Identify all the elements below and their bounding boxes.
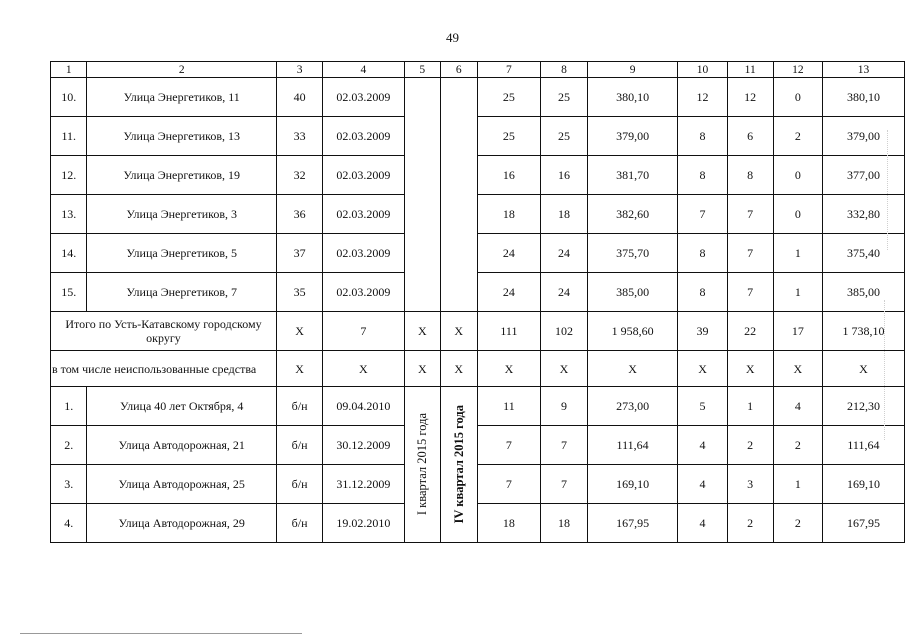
cell: X bbox=[678, 351, 727, 387]
cell: 1 bbox=[773, 465, 822, 504]
cell: 8 bbox=[678, 117, 727, 156]
table-row bbox=[51, 504, 905, 543]
cell: X bbox=[276, 351, 322, 387]
cell: 375,40 bbox=[822, 234, 904, 273]
cell: 24 bbox=[541, 234, 587, 273]
table-row bbox=[51, 234, 905, 273]
cell: 7 bbox=[323, 312, 404, 351]
cell: X bbox=[441, 351, 477, 387]
header-row bbox=[51, 62, 905, 78]
cell: 273,00 bbox=[587, 387, 678, 426]
cell: 2 bbox=[727, 426, 773, 465]
col-header: 5 bbox=[404, 62, 440, 78]
cell: 02.03.2009 bbox=[323, 117, 404, 156]
cell: 7 bbox=[678, 195, 727, 234]
row-number: 10. bbox=[51, 78, 87, 117]
row-address: Улица Автодорожная, 21 bbox=[87, 426, 276, 465]
cell: X bbox=[822, 351, 904, 387]
cell: 7 bbox=[727, 195, 773, 234]
cell: б/н bbox=[276, 426, 322, 465]
table-row bbox=[51, 465, 905, 504]
cell: 375,70 bbox=[587, 234, 678, 273]
cell: 40 bbox=[276, 78, 322, 117]
cell: 18 bbox=[541, 504, 587, 543]
cell: 18 bbox=[477, 195, 541, 234]
col-header: 7 bbox=[477, 62, 541, 78]
cell: 5 bbox=[678, 387, 727, 426]
cell: 6 bbox=[727, 117, 773, 156]
cell: 2 bbox=[773, 117, 822, 156]
cell: 0 bbox=[773, 156, 822, 195]
cell: 4 bbox=[678, 504, 727, 543]
cell: 8 bbox=[678, 234, 727, 273]
page-number: 49 bbox=[446, 30, 459, 45]
row-number: 4. bbox=[51, 504, 87, 543]
cell: 11 bbox=[477, 387, 541, 426]
cell: X bbox=[541, 351, 587, 387]
table-row bbox=[51, 387, 905, 426]
row-number: 14. bbox=[51, 234, 87, 273]
scan-artifact bbox=[884, 300, 886, 440]
merged-period-end bbox=[441, 387, 477, 543]
cell: 02.03.2009 bbox=[323, 156, 404, 195]
cell: 24 bbox=[477, 234, 541, 273]
cell: 377,00 bbox=[822, 156, 904, 195]
cell: 02.03.2009 bbox=[323, 78, 404, 117]
cell: 02.03.2009 bbox=[323, 195, 404, 234]
cell: 33 bbox=[276, 117, 322, 156]
scan-artifact bbox=[887, 130, 889, 250]
cell: 8 bbox=[678, 273, 727, 312]
cell: 379,00 bbox=[587, 117, 678, 156]
row-number: 3. bbox=[51, 465, 87, 504]
period-start-text: I квартал 2015 года bbox=[415, 413, 430, 516]
cell: 212,30 bbox=[822, 387, 904, 426]
cell: 332,80 bbox=[822, 195, 904, 234]
cell: 1 738,10 bbox=[822, 312, 904, 351]
row-address: Улица 40 лет Октября, 4 bbox=[87, 387, 276, 426]
table-row bbox=[51, 426, 905, 465]
cell: 111 bbox=[477, 312, 541, 351]
cell: 380,10 bbox=[822, 78, 904, 117]
merged-period-start bbox=[404, 387, 440, 543]
col-header: 9 bbox=[587, 62, 678, 78]
cell: 24 bbox=[477, 273, 541, 312]
cell: 9 bbox=[541, 387, 587, 426]
cell: 167,95 bbox=[587, 504, 678, 543]
cell: 379,00 bbox=[822, 117, 904, 156]
cell: 18 bbox=[541, 195, 587, 234]
cell: 169,10 bbox=[587, 465, 678, 504]
cell: 1 bbox=[773, 273, 822, 312]
cell: 2 bbox=[773, 426, 822, 465]
cell: 380,10 bbox=[587, 78, 678, 117]
cell: 8 bbox=[727, 156, 773, 195]
cell: 385,00 bbox=[587, 273, 678, 312]
col-header: 12 bbox=[773, 62, 822, 78]
cell: 18 bbox=[477, 504, 541, 543]
cell: 25 bbox=[477, 117, 541, 156]
cell: 382,60 bbox=[587, 195, 678, 234]
cell: X bbox=[404, 312, 440, 351]
cell: 4 bbox=[678, 465, 727, 504]
col-header: 1 bbox=[51, 62, 87, 78]
cell: 02.03.2009 bbox=[323, 273, 404, 312]
col-header: 4 bbox=[323, 62, 404, 78]
cell: 1 bbox=[773, 234, 822, 273]
row-number: 11. bbox=[51, 117, 87, 156]
unused-funds-row bbox=[51, 351, 905, 387]
table-row bbox=[51, 195, 905, 234]
cell: 30.12.2009 bbox=[323, 426, 404, 465]
cell: X bbox=[727, 351, 773, 387]
cell: 22 bbox=[727, 312, 773, 351]
cell: 381,70 bbox=[587, 156, 678, 195]
cell: 19.02.2010 bbox=[323, 504, 404, 543]
table-row bbox=[51, 78, 905, 117]
row-number: 15. bbox=[51, 273, 87, 312]
cell: 25 bbox=[541, 117, 587, 156]
cell: 8 bbox=[678, 156, 727, 195]
col-header: 8 bbox=[541, 62, 587, 78]
table-row bbox=[51, 156, 905, 195]
row-address: Улица Энергетиков, 3 bbox=[87, 195, 276, 234]
cell: 25 bbox=[477, 78, 541, 117]
cell: 385,00 bbox=[822, 273, 904, 312]
row-address: Улица Энергетиков, 5 bbox=[87, 234, 276, 273]
cell: б/н bbox=[276, 504, 322, 543]
row-number: 1. bbox=[51, 387, 87, 426]
row-number: 12. bbox=[51, 156, 87, 195]
row-number: 13. bbox=[51, 195, 87, 234]
footer-rule bbox=[20, 633, 302, 634]
cell: 7 bbox=[727, 234, 773, 273]
cell: 2 bbox=[773, 504, 822, 543]
cell: 169,10 bbox=[822, 465, 904, 504]
cell: 111,64 bbox=[587, 426, 678, 465]
cell: 36 bbox=[276, 195, 322, 234]
row-address: Улица Автодорожная, 25 bbox=[87, 465, 276, 504]
cell: 7 bbox=[541, 465, 587, 504]
cell: 17 bbox=[773, 312, 822, 351]
cell: 7 bbox=[477, 465, 541, 504]
row-address: Улица Энергетиков, 11 bbox=[87, 78, 276, 117]
cell: 3 bbox=[727, 465, 773, 504]
cell: 12 bbox=[678, 78, 727, 117]
col-header: 2 bbox=[87, 62, 276, 78]
cell: X bbox=[773, 351, 822, 387]
cell: 4 bbox=[773, 387, 822, 426]
cell: 35 bbox=[276, 273, 322, 312]
total-label: Итого по Усть-Катавскому городскому округу bbox=[51, 312, 277, 351]
cell: X bbox=[477, 351, 541, 387]
cell: 2 bbox=[727, 504, 773, 543]
housing-table bbox=[50, 61, 905, 543]
unused-funds-label: в том числе неиспользованные средства bbox=[51, 351, 277, 387]
cell: X bbox=[587, 351, 678, 387]
cell: 111,64 bbox=[822, 426, 904, 465]
cell: б/н bbox=[276, 465, 322, 504]
cell: 39 bbox=[678, 312, 727, 351]
merged-cell-col6 bbox=[441, 78, 477, 312]
cell: 4 bbox=[678, 426, 727, 465]
row-address: Улица Энергетиков, 13 bbox=[87, 117, 276, 156]
row-address: Улица Энергетиков, 7 bbox=[87, 273, 276, 312]
col-header: 10 bbox=[678, 62, 727, 78]
cell: 0 bbox=[773, 78, 822, 117]
cell: 31.12.2009 bbox=[323, 465, 404, 504]
merged-cell-col5 bbox=[404, 78, 440, 312]
cell: 0 bbox=[773, 195, 822, 234]
cell: б/н bbox=[276, 387, 322, 426]
period-end-text: IV квартал 2015 года bbox=[451, 405, 466, 524]
total-row bbox=[51, 312, 905, 351]
table-row bbox=[51, 117, 905, 156]
cell: 25 bbox=[541, 78, 587, 117]
cell: 1 958,60 bbox=[587, 312, 678, 351]
row-address: Улица Энергетиков, 19 bbox=[87, 156, 276, 195]
cell: 1 bbox=[727, 387, 773, 426]
row-number: 2. bbox=[51, 426, 87, 465]
col-header: 3 bbox=[276, 62, 322, 78]
col-header: 6 bbox=[441, 62, 477, 78]
cell: 12 bbox=[727, 78, 773, 117]
col-header: 13 bbox=[822, 62, 904, 78]
cell: 32 bbox=[276, 156, 322, 195]
cell: X bbox=[441, 312, 477, 351]
cell: X bbox=[404, 351, 440, 387]
cell: 7 bbox=[477, 426, 541, 465]
cell: 102 bbox=[541, 312, 587, 351]
cell: 09.04.2010 bbox=[323, 387, 404, 426]
cell: 167,95 bbox=[822, 504, 904, 543]
col-header: 11 bbox=[727, 62, 773, 78]
cell: X bbox=[323, 351, 404, 387]
cell: 16 bbox=[541, 156, 587, 195]
cell: 16 bbox=[477, 156, 541, 195]
cell: 02.03.2009 bbox=[323, 234, 404, 273]
cell: X bbox=[276, 312, 322, 351]
cell: 24 bbox=[541, 273, 587, 312]
row-address: Улица Автодорожная, 29 bbox=[87, 504, 276, 543]
table-row bbox=[51, 273, 905, 312]
cell: 37 bbox=[276, 234, 322, 273]
cell: 7 bbox=[541, 426, 587, 465]
cell: 7 bbox=[727, 273, 773, 312]
